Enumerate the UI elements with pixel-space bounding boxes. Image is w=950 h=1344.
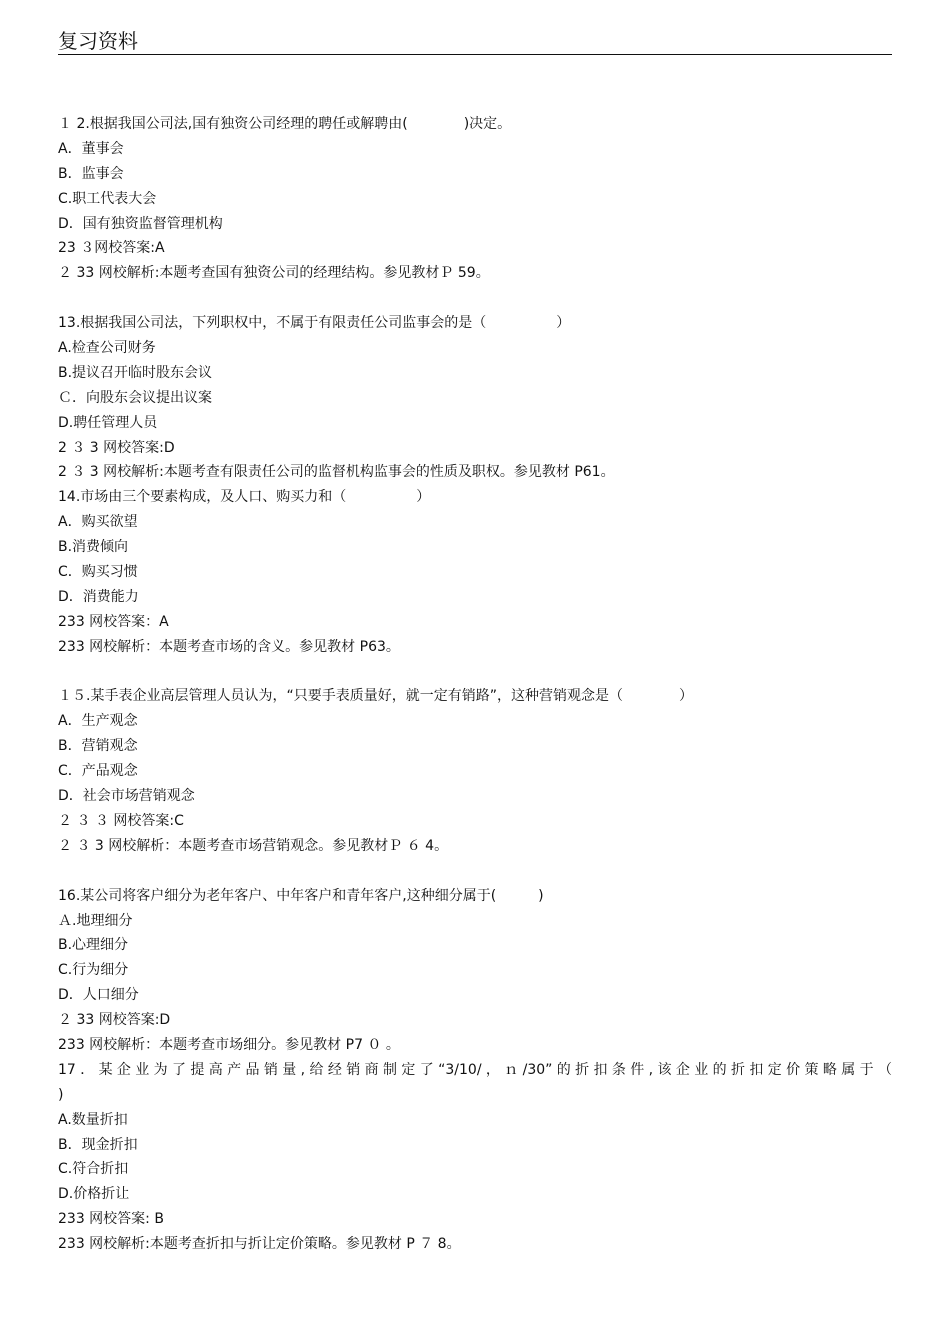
header-title: 复习资料 bbox=[58, 29, 138, 53]
option-a: A.检查公司财务 bbox=[58, 340, 156, 357]
option-a: A.数量折扣 bbox=[58, 1111, 128, 1128]
option-b: B．现金折扣 bbox=[58, 1136, 138, 1153]
option-c: C．产品观念 bbox=[58, 763, 138, 780]
option-d: D.价格折让 bbox=[58, 1186, 130, 1203]
answer-line: 2 ３ 3 网校答案:D bbox=[58, 439, 175, 456]
question-stem: 14.市场由三个要素构成，及人口、购买力和（ ） bbox=[58, 489, 431, 506]
analysis-line: 233 网校解析：本题考查市场的含义。参见教材 P63。 bbox=[58, 638, 400, 655]
question-13 bbox=[58, 311, 892, 485]
document-body bbox=[58, 112, 892, 1257]
option-c: Ｃ．向股东会议提出议案 bbox=[58, 389, 212, 406]
analysis-line: 233 网校解析:本题考查折扣与折让定价策略。参见教材 P ７ 8。 bbox=[58, 1236, 461, 1253]
option-a: A．购买欲望 bbox=[58, 514, 138, 531]
option-b: B．监事会 bbox=[58, 165, 124, 182]
analysis-line: ２ 33 网校解析:本题考查国有独资公司的经理结构。参见教材Ｐ 59。 bbox=[58, 265, 490, 282]
question-stem: １ 2.根据我国公司法,国有独资公司经理的聘任或解聘由( )决定。 bbox=[58, 116, 512, 132]
option-c: C.符合折扣 bbox=[58, 1161, 129, 1178]
analysis-line: ２ ３ 3 网校解析：本题考查市场营销观念。参见教材Ｐ ６ 4。 bbox=[58, 837, 449, 854]
option-d: D.聘任管理人员 bbox=[58, 414, 158, 431]
option-b: B.消费倾向 bbox=[58, 539, 129, 556]
question-14 bbox=[58, 485, 892, 659]
option-d: D．国有独资监督管理机构 bbox=[58, 215, 223, 232]
option-b: B.心理细分 bbox=[58, 937, 129, 954]
answer-line: 233 网校答案：A bbox=[58, 613, 169, 630]
question-stem: 13.根据我国公司法，下列职权中，不属于有限责任公司监事会的是（ ） bbox=[58, 315, 571, 332]
question-stem: １５.某手表企业高层管理人员认为，“只要手表质量好，就一定有销路”，这种营销观念是（ ） bbox=[58, 688, 693, 705]
option-c: C.职工代表大会 bbox=[58, 190, 157, 207]
option-a: A．董事会 bbox=[58, 140, 124, 157]
answer-line: 233 网校答案: B bbox=[58, 1211, 164, 1228]
option-c: C．购买习惯 bbox=[58, 564, 138, 581]
question-17 bbox=[58, 1058, 892, 1257]
answer-line: ２ ３ ３ 网校答案:C bbox=[58, 812, 184, 829]
option-c: C.行为细分 bbox=[58, 962, 129, 979]
question-12 bbox=[58, 112, 892, 286]
question-stem-continued: ) bbox=[58, 1086, 64, 1103]
option-d: D．社会市场营销观念 bbox=[58, 788, 195, 805]
page-header bbox=[58, 28, 892, 55]
analysis-line: 233 网校解析：本题考查市场细分。参见教材 P7 ０ 。 bbox=[58, 1036, 400, 1053]
option-b: B．营销观念 bbox=[58, 738, 138, 755]
question-16 bbox=[58, 884, 892, 1058]
answer-line: 23 ３网校答案:A bbox=[58, 240, 165, 257]
option-b: B.提议召开临时股东会议 bbox=[58, 364, 213, 381]
option-a: A．生产观念 bbox=[58, 713, 138, 730]
analysis-line: 2 ３ 3 网校解析:本题考查有限责任公司的监督机构监事会的性质及职权。参见教材 P61。 bbox=[58, 464, 615, 481]
question-stem: 16.某公司将客户细分为老年客户、中年客户和青年客户,这种细分属于( ) bbox=[58, 887, 544, 904]
question-stem: 17．某企业为了提高产品销量,给经销商制定了“3/10/，ｎ/30”的折扣条件,该企业的折扣定价策略属于（ bbox=[58, 1061, 892, 1078]
answer-line: ２ 33 网校答案:D bbox=[58, 1012, 171, 1029]
option-d: D．人口细分 bbox=[58, 987, 139, 1004]
option-d: D．消费能力 bbox=[58, 588, 139, 605]
option-a: Ａ.地理细分 bbox=[58, 912, 133, 929]
question-15 bbox=[58, 684, 892, 858]
